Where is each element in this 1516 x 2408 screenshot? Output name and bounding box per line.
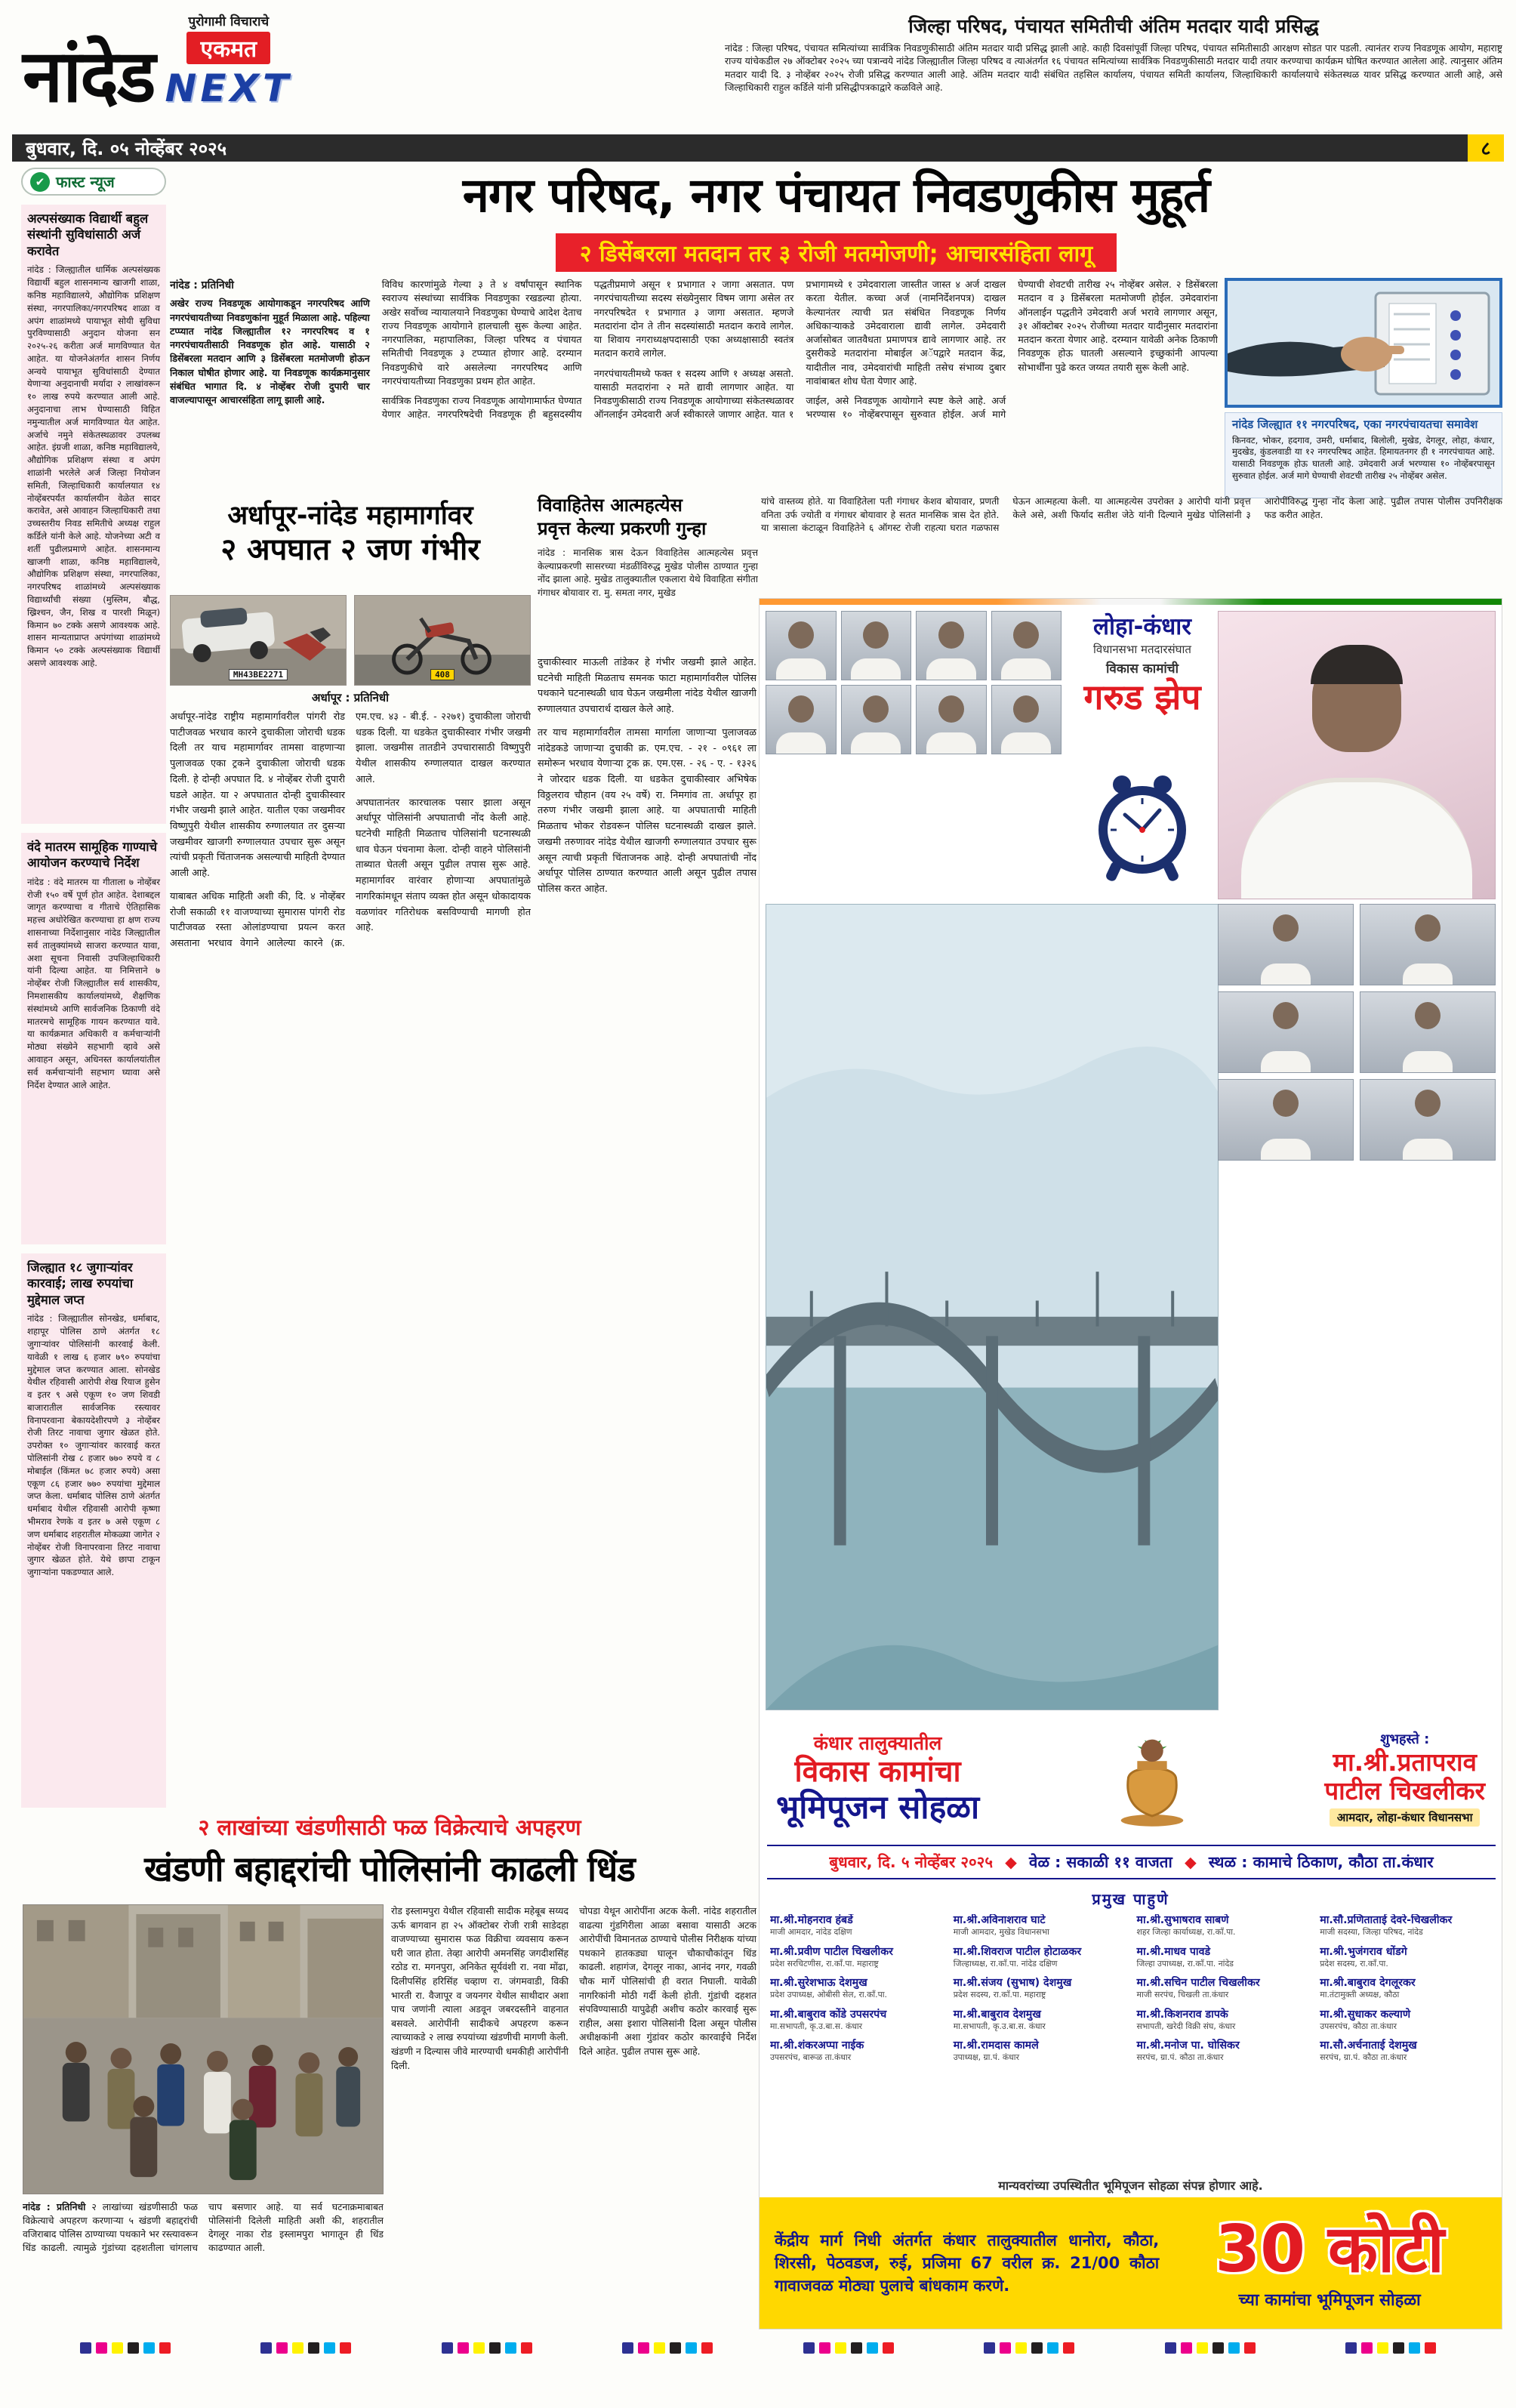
registration-mark-group: [1345, 2342, 1436, 2354]
extortion-para: रोड इस्लामपुरा येथील रहिवासी सादीक महेबूब सय्यद ऊर्फ बागवान हा २५ ऑक्टोबर रोजी रात्री साडेदहा वाजण्याच्या सुमारास फळ विक्रीचा व्यवसाय करून घरी जात होता. तेव्हा आरोपी अमनसिंह जगदीशसिंह रठोड रा. मगनपुरा, अनिकेत सूर्यवंशी रा. नवा मोंढा, दिलीपसिंह हरिसिंह चव्हाण रा. जंगमवाडी, विकी भारती रा. वैजापूर व जयनगर येथील साथीदार अशा पाच जणांनी त्याला अडवून जबरदस्तीने वाहनात बसवले. आरोपींनी सादीकचे अपहरण करून त्याच्याकडे २ लाख रुपयांच्या खंडणीची मागणी केली. खंडणी न दिल्यास जीवे मारण्याची धमकीही आरोपींनी दिली.: [391, 1905, 568, 2071]
ad-region-sub: विधानसभा मतदारसंघात: [1093, 643, 1191, 657]
political-advertisement: [759, 598, 1502, 2329]
main-article-para: नगरपंचायतीमध्ये फक्त १ सदस्य आणि १ अध्यक्ष असतो. यासाठी मतदारांना २ मते द्यावी लागणार आहेत. या निवडणुकीसाठी राज्य निवडणूक आयोगाच्या संकेतस्थळावर ऑनलाईन उमेदवारी अर्ज स्वीकारले जाणार आहेत. यात १ प्रभागामध्ये १ उमेदवाराला जास्तीत जास्त ४ अर्ज दाखल करता येतील. कच्चा अर्ज (नामनिर्देशनपत्र) दाखल केल्यानंतर त्याची प्रत संबंधित निवडणूक निर्णय अधिकाऱ्याकडे उमेदवाराला द्यावी लागेल. उमेदवारी अर्जासोबत जातवैधता प्रमाणपत्र द्यावे लागणार आहे. तर दुसरीकडे मतदारांना मोबाईल अॅपद्वारे मतदान केंद्र, यादीतील नाव, उमेदवारांची माहिती तसेच संभाव्य दुबार नावांबाबत शोध घेता येणार आहे.: [593, 279, 1006, 421]
politician-headshot-photo: [1360, 991, 1496, 1073]
main-article-para: सार्वत्रिक निवडणुका राज्य निवडणूक आयोगामार्फत घेण्यात येणार आहेत. नगरपरिषदेची निवडणूक ही बहुसदस्यीय पद्धतीप्रमाणे असून १ प्रभागात २ जागा असतात. पण नगरपंचायतीच्या सदस्य संख्येनुसार विषम जागा असेल तर नगरपरिषदेत १ प्रभागात ३ जागा असतात. म्हणजे मतदारांना दोन ते तीन सदस्यांसाठी मतदान करावे लागेल. या शिवाय नगराध्यक्षपदासाठी एका अध्यक्षासाठी स्वतंत्र मतदान करावे लागेल.: [381, 279, 794, 421]
registration-mark-group: [803, 2342, 894, 2354]
accident-para: तर याच महामार्गावरील तामसा मार्गाला जाणाऱ्या पुलाजवळ नांदेडकडे जाणाऱ्या दुचाकी क्र. एम.एच. - २१ - ०९६१ ला समोरून भरधाव येणाऱ्या ट्रक क्र. एम.एस. - २६ - ए. - १३२६ ने जोरदार धडक दिली. या धडकेत दुचाकीस्वार अभिषेक विठ्ठलराव चौहान (वय २५ वर्षे) रा. निमगांव ता. अर्धापूर हा तरुण गंभीर जखमी झाला आहे. या अपघाताची माहिती मिळताच भोकर रोडवरून पोलिस घटनास्थळी दाखल झाले. जखमी तरुणावर नांदेड येथील खाजगी रुग्णालयात उपचार सुरू असून त्याची प्रकृती चिंताजनक आहे. दोन्ही अपघातांची नोंद अर्धापूर पोलिस ठाण्यात करण्यात आली असून पुढील तपास पोलिस करत आहेत.: [538, 726, 756, 896]
tricolor-ribbon: [760, 599, 1502, 605]
voter-list-article: [725, 15, 1502, 128]
guest-entry: मा.श्री.बाबुराव देशमुख मा.सभापती, कृ.उ.बा.स. कंधार: [953, 2008, 1046, 2031]
masthead: [23, 12, 430, 129]
edition-date: बुधवार, दि. ०५ नोव्हेंबर २०२५: [26, 137, 227, 159]
guest-entry: मा.सौ.प्रणिताताई देवरे-चिखलीकर माजी सदस्या, जिल्हा परिषद, नांदेड: [1320, 1914, 1453, 1938]
registration-mark-group: [80, 2342, 171, 2354]
extortion-para: चोपडा येथून आरोपींना अटक केली. नांदेड शहरातील वाढत्या गुंडगिरीला आळा बसावा यासाठी अटक आरोपींची विमानतळ ठाण्याचे पोलीस निरीक्षक यांच्या पथकाने हातकड्या घालून चौकाचौकांतून धिंड काढली. शहागंज, देगलूर नाका, आनंद नगर, गवळी चौक मार्गे पोलिसांची ही वरात निघाली. यावेळी नागरिकांनी मोठी गर्दी केली होती. गुंडांची दहशत संपविण्यासाठी यापुढेही अशीच कठोर कारवाई सुरू राहील, असा इशारा पोलिसांनी दिला असून पोलीस अधीक्षकांनी अशा गुंडांवर कठोर कारवाईचे निर्देश दिले आहेत. पुढील तपास सुरू आहे.: [579, 1905, 756, 2058]
guest-entry: मा.श्री.संजय (सुभाष) देशमुख प्रदेश सदस्य, रा.काँ.पा. महाराष्ट्र: [953, 1977, 1072, 2000]
host-title: आमदार, लोहा-कंधार विधानसभा: [1330, 1808, 1481, 1827]
cost-amount-suffix: च्या कामांचा भूमिपूजन सोहळा: [1238, 2291, 1421, 2310]
check-icon: ✔: [30, 172, 50, 192]
accident-photo-bike: [354, 595, 531, 686]
leaders-photo-grid: [766, 611, 1062, 754]
politician-headshot-photo: [1360, 1079, 1496, 1161]
fast-news-article-3-heading: जिल्ह्यात १८ जुगाऱ्यांवर कारवाई; लाख रुपयांचा मुद्देमाल जप्त: [27, 1260, 134, 1307]
fast-news-article-2-heading: वंदे मातरम सामूहिक गाण्याचे आयोजन करण्याचे निर्देश: [27, 840, 158, 871]
guest-entry: मा.श्री.बाबुराव देगलूरकर मा.तंटामुक्ती अध्यक्ष, कौठा: [1320, 1977, 1416, 2000]
accident-para: याबाबत अधिक माहिती अशी की, दि. ४ नोव्हेंबर रोजी सकाळी ११ वाजण्याच्या सुमारास पांगरी रोड पाटीजवळ रस्ता ओलांडण्याचा प्रयत्न करत असताना भरधाव वेगाने आलेल्या कारने (क्र. एम.एच. ४३ - बी.ई. - २२७१) दुचाकीला जोराची धडक दिली. या धडकेत दुचाकीस्वार गंभीर जखमी झाला. जखमीस तातडीने उपचारासाठी विष्णुपुरी येथील शासकीय रुग्णालयात दाखल करण्यात आले.: [170, 711, 531, 950]
event-venue: स्थळ : कामाचे ठिकाण, कौठा ता.कंधार: [1208, 1853, 1434, 1871]
extortion-headline: खंडणी बहाद्दरांची पोलिसांनी काढली धिंड: [144, 1848, 635, 1889]
cost-amount-block: [1172, 2212, 1487, 2311]
main-photo-caption-body: किनवट, भोकर, हदगाव, उमरी, धर्माबाद, बिलोली, मुखेड, देगलूर, लोहा, कंधार, मुदखेड, कुंडलवाडी या १२ नगरपरिषद आहेत. हिमायतनगर ही १ नगरपंचायत आहे. यासाठी निवडणूक होऊ घातली आहे. उमेदवारी अर्ज भरण्यास १० नोव्हेंबरपासून सुरुवात होईल. अर्ज मागे घेण्याची शेवटची तारीख २५ नोव्हेंबर असेल.: [1232, 434, 1495, 481]
voter-list-headline: जिल्हा परिषद, पंचायत समितीची अंतिम मतदार यादी प्रसिद्ध: [908, 15, 1319, 37]
extortion-article-start: [23, 2200, 384, 2329]
main-article-para: जाईल, असे निवडणूक आयोगाने स्पष्ट केले आहे. अर्ज भरण्यास १० नोव्हेंबरपासून सुरुवात होईल. अर्ज मागे घेण्याची शेवटची तारीख २५ नोव्हेंबर असेल. २ डिसेंबरला मतदान व ३ डिसेंबरला मतमोजणी होईल. उमेदवारांना ऑनलाईन पद्धतीने उमेदवारी अर्ज भरावे लागणार असून, ३१ ऑक्टोबर २०२५ रोजीच्या मतदार यादीनुसार मतदारांना मतदान करता येणार आहे. दरम्यान यावेळी अनेक ठिकाणी निवडणूक होऊ घातली असल्याने इच्छुकांनी आपल्या सोभार्थींना पुढे करत जय्यत तयारी सुरू केली आहे.: [806, 279, 1218, 421]
ad-title-block: [1065, 613, 1220, 718]
guest-column: [1320, 1914, 1493, 2175]
license-plate: 408: [430, 669, 454, 680]
masthead-tagline: पुरोगामी विचाराचे: [188, 14, 270, 29]
cost-amount: 30 कोटी: [1215, 2212, 1444, 2287]
guest-entry: मा.श्री.प्रवीण पाटील चिखलीकर प्रदेश सरचिटणीस, रा.काँ.पा. महाराष्ट्र: [770, 1945, 893, 1969]
main-article-lead: अखेर राज्य निवडणूक आयोगाकडून नगरपरिषद आणि नगरपंचायतीच्या निवडणुकांना मुहूर्त मिळाला आहे. पहिल्या टप्प्यात नांदेड जिल्ह्यातील १२ नगरपरिषद व १ नगरपंचायतीसाठी निवडणूक होत आहे. यासाठी २ डिसेंबरला मतदान आणि ३ डिसेंबरला मतमोजणी होऊन निकाल घोषीत होणार आहे. या निवडणूक कार्यक्रमानुसार संबंधित भागात दि. ४ नोव्हेंबर रोजी दुपारी चार वाजल्यापासून आचारसंहिता लागू झाली आहे.: [170, 298, 370, 406]
guest-entry: मा.श्री.माधव पावडे जिल्हा उपाध्यक्ष, रा.काँ.पा. नांदेड: [1136, 1945, 1234, 1969]
guest-entry: मा.श्री.सुभाषराव साबणे शहर जिल्हा कार्याध्यक्ष, रा.काँ.पा.: [1136, 1914, 1236, 1938]
date-bar: [12, 134, 1504, 162]
police-parade-photo: [23, 1904, 384, 2194]
guest-column: [1137, 1914, 1310, 2175]
host-name-line2: पाटील चिखलीकर: [1324, 1775, 1485, 1805]
voter-list-body: नांदेड : जिल्हा परिषद, पंचायत समित्यांच्या सार्वत्रिक निवडणुकीसाठी अंतिम मतदार यादी प्रसिद्ध झाली आहे. काही दिवसांपूर्वी जिल्हा परिषद, पंचायत समितीसाठी आरक्षण सोडत पार पडली. त्यानंतर राज्य निवडणूक आयोग, महाराष्ट्र राज्य यांचेकडील २७ ऑक्टोबर २०२५ च्या पत्रान्वये नांदेड जिल्ह्यातील जिल्हा परिषद व त्याअंतर्गत १६ पंचायत समित्यांच्या सार्वत्रिक निवडणुकीसाठी मतदार यादी तयार करण्याचा कार्यक्रम घोषित करण्यात आलेला आहे. त्यानुसार अंतिम मतदार यादी दि. ३ नोव्हेंबर २०२५ रोजी प्रसिद्ध करण्यात आली आहे. अंतिम मतदार यादी संबंधित तहसिल कार्यालय, पंचायत समिती कार्यालय, जिल्हाधिकारी कार्यालयाचे संकेतस्थळ यावर प्रसिद्ध करण्यात आली आहे, असे जिल्हाधिकारी राहुल कर्डिले यांनी प्रसिद्धीपत्रकाद्वारे कळविले आहे.: [725, 42, 1502, 94]
registration-mark-group: [442, 2342, 532, 2354]
host-label: शुभहस्ते :: [1380, 1731, 1430, 1747]
accident-para: दुचाकीस्वार माऊली तांडेकर हे गंभीर जखमी झाले आहेत. घटनेची माहिती मिळताच समनक फाटा महामार्गावरील पोलिस पथकाने घटनास्थळी धाव घेऊन जखमीला नांदेड येथील खाजगी रुग्णालयात उपचारार्थ दाखल केले आहे.: [538, 657, 756, 716]
politician-headshot-photo: [841, 611, 912, 680]
fast-news-title: फास्ट न्यूज: [56, 173, 115, 191]
evm-voting-photo: [1225, 278, 1502, 408]
main-subhead-wrap: [170, 233, 1502, 272]
extortion-kicker: २ लाखांच्या खंडणीसाठी फळ विक्रेत्याचे अपहरण: [198, 1814, 581, 1840]
politician-headshot-photo: [1218, 991, 1354, 1073]
masthead-next-logo: NEXT: [165, 66, 293, 110]
extortion-byline: नांदेड : प्रतिनिधी: [23, 2201, 86, 2212]
guest-entry: मा.श्री.मनोज पा. घोसिकर सरपंच, ग्रा.पं. कौठा ता.कंधार: [1136, 2040, 1240, 2063]
newspaper-title: नांदेड: [23, 34, 155, 119]
ad-works-label: विकास कामांची: [1106, 661, 1179, 677]
main-photo-caption: [1225, 412, 1502, 498]
accident-article-continuation: [538, 655, 756, 1802]
registration-mark-group: [622, 2342, 713, 2354]
main-headline: नगर परिषद, नगर पंचायत निवडणुकीस मुहूर्त: [462, 168, 1210, 223]
event-line2: विकास कामांचा: [794, 1754, 961, 1789]
suicide-headline-line1: विवाहितेस आत्महत्येस: [538, 495, 683, 516]
suicide-headline-line2: प्रवृत्त केल्या प्रकरणी गुन्हा: [538, 518, 707, 540]
accident-article-body: [170, 710, 531, 1802]
politician-headshot-photo: [1360, 904, 1496, 985]
politician-headshot-photo: [991, 685, 1062, 754]
guest-entry: मा.श्री.अविनाशराव घाटे माजी आमदार, मुखेड विधानसभा: [953, 1914, 1049, 1938]
host-name-line1: मा.श्री.प्रतापराव: [1333, 1747, 1477, 1777]
accident-para: अपघातानंतर कारचालक पसार झाला असून अर्धापूर पोलिसांनी अपघाताची नोंद केली आहे. घटनेची माहिती मिळताच पोलिसांनी घटनास्थळी धाव घेऊन पंचनामा केला. दोन्ही वाहने पोलिसांनी ताब्यात घेतली असून पुढील तपास सुरू आहे. महामार्गावर वारंवार होणाऱ्या अपघातांमुळे नागरिकांमधून संताप व्यक्त होत असून धोकादायक वळणांवर गतिरोधक बसविण्याची मागणी होत आहे.: [356, 797, 531, 934]
main-article-body: [170, 278, 1218, 498]
ad-slogan: गरुड झेप: [1083, 677, 1201, 718]
pawar-silhouette-hair: [1311, 645, 1403, 684]
guest-entry: मा.श्री.मोहनराव हंबर्डे माजी आमदार, नांदेड दक्षिण: [770, 1914, 853, 1938]
fast-news-header: [21, 168, 166, 196]
extortion-article-body: [391, 1904, 756, 2329]
guest-column: [770, 1914, 943, 2175]
guest-entry: मा.श्री.सुरेशभाऊ देशमुख प्रदेश उपाध्यक्ष, ओबीसी सेल, रा.काँ.पा.: [770, 1977, 887, 2000]
guest-entry: मा.श्री.शिवराज पाटील होटाळकर जिल्हाध्यक्ष, रा.काँ.पा. नांदेड दक्षिण: [953, 1945, 1082, 1969]
accident-headline-line2: २ अपघात २ जण गंभीर: [220, 532, 480, 567]
guest-entry: मा.श्री.बाबुराव कोंडे उपसरपंच मा.सभापती, कृ.उ.बा.स. कंधार: [770, 2008, 887, 2031]
main-article-para: विविध कारणांमुळे गेल्या ३ ते ४ वर्षांपासून स्थानिक स्वराज्य संस्थांच्या सार्वत्रिक निवडणुका रखडल्या होत्या. अखेर सर्वोच्च न्यायालयाने निवडणुका घेण्याचे आदेश देताच राज्य निवडणूक आयोगाने हालचाली सुरू केल्या आहेत. नगरपालिका, महापालिका, जिल्हा परिषद व पंचायत समितीची निवडणूक ३ टप्प्यात होणार आहे. दरम्यान निवडणुकीचे वारे असलेल्या नगरपरिषद आणि नगरपंचायतीच्या निवडणुका प्रथम होत आहेत.: [381, 279, 582, 387]
main-article-byline: नांदेड : प्रतिनिधी: [170, 279, 234, 291]
main-subhead: २ डिसेंबरला मतदान तर ३ रोजी मतमोजणी; आचारसंहिता लागू: [556, 233, 1117, 272]
politician-headshot-photo: [841, 685, 912, 754]
separator-icon: ◆: [1005, 1853, 1017, 1871]
pawar-silhouette-body: [1241, 778, 1472, 899]
extortion-underphoto-text: २ लाखांच्या खंडणीसाठी फळ विक्रेत्याचे अपहरण करणाऱ्या ५ खंडणी बहाद्दरांची वजिराबाद पोलिस ठाण्याच्या पथकाने भर रस्त्यावरून धिंड काढली. त्यामुळे गुंडांच्या दहशतीला चांगलाच चाप बसणार आहे. या सर्व घटनाक्रमाबाबत पोलिसांनी दिलेली माहिती अशी की, शहरातील देगलूर नाका रोड इस्लामपुरा भागातून ही धिंड काढण्यात आली.: [23, 2201, 384, 2253]
ajit-pawar-photo: [1218, 611, 1496, 899]
politician-headshot-photo: [766, 685, 837, 754]
bhoomipujan-event-block: [760, 1718, 1502, 1839]
guest-entry: मा.श्री.किशनराव डापके सभापती, खरेदी विक्री संघ, कंधार: [1136, 2008, 1236, 2031]
fast-news-column: [21, 168, 166, 1808]
registration-mark-group: [1165, 2342, 1256, 2354]
presence-note: मान्यवरांच्या उपस्थितीत भूमिपूजन सोहळा संपन्न होणार आहे.: [998, 2178, 1263, 2193]
guest-entry: मा.श्री.शंकरअप्पा नाईक उपसरपंच, बारूळ ता.कंधार: [770, 2040, 864, 2063]
accident-photos: [170, 595, 531, 686]
registration-marks: [0, 2342, 1516, 2354]
supporters-photo-grid: [1218, 904, 1496, 1161]
politician-headshot-photo: [916, 685, 987, 754]
masthead-ekmat-badge: एकमत: [186, 32, 270, 64]
fast-news-article-1-heading: अल्पसंख्याक विद्यार्थी बहुल संस्थांनी सुविधांसाठी अर्ज करावेत: [27, 211, 149, 258]
fast-news-article-1: [21, 205, 166, 824]
ncp-clock-symbol-icon: [1093, 769, 1191, 884]
fast-news-article-3-body: नांदेड : जिल्ह्यातील सोनखेड, धर्माबाद, शहापूर पोलिस ठाणे अंतर्गत १८ जुगाऱ्यांवर पोलिसांनी कारवाई केली. यावेळी १ लाख ६ हजार ७९० रुपयांचा मुद्देमाल जप्त करण्यात आला. सोनखेड येथील रहिवासी आरोपी शेख रियाज हुसेन व इतर ९ असे एकूण १० जण शिवडी बाजारातील सार्वजनिक रस्त्यावर विनापरवाना बेकायदेशीरपणे ३ नोव्हेंबर रोजी तिरट नावाचा जुगार खेळत होते. उपरोक्त १० जुगाऱ्यांवर कारवाई करत पोलिसांनी रोख ८ हजार ७७० रुपये व ८ मोबाईल (किंमत ७८ हजार रुपये) असा एकूण ८६ हजार ७७० रुपयांचा मुद्देमाल जप्त केला. धर्माबाद पोलिस ठाणे अंतर्गत धर्माबाद येथील रहिवासी आरोपी कृष्णा भीमराव रेणके व इतर ७ असे एकूण ८ जण धर्माबाद शहरातील मोकळ्या जागेत २ नोव्हेंबर रोजी विनापरवाना तिरट नावाचा जुगार खेळत होते. येथे छापा टाकून जुगाऱ्यांना पकडण्यात आले.: [27, 1313, 160, 1578]
guest-entry: मा.श्री.रामदास कामले उपाध्यक्ष, ग्रा.पं. कंधार: [953, 2040, 1039, 2063]
guest-entry: मा.श्री.भुजंगराव धोंडगे प्रदेश सदस्य, रा.काँ.पा.: [1320, 1945, 1407, 1969]
politician-headshot-photo: [766, 611, 837, 680]
event-time: वेळ : सकाळी ११ वाजता: [1029, 1853, 1172, 1871]
fast-news-article-2: [21, 833, 166, 1244]
politician-headshot-photo: [1218, 1079, 1354, 1161]
politician-headshot-photo: [916, 611, 987, 680]
guest-entry: मा.श्री.सुधाकर कल्याणे उपसरपंच, कौठा ता.कंधार: [1320, 2008, 1411, 2031]
accident-para: अर्धापूर-नांदेड राष्ट्रीय महामार्गावरील पांगरी रोड पाटीजवळ भरधाव कारने दुचाकीला जोराची धडक दिली तर याच महामार्गावर तामसा वाहणाऱ्या पुलाजवळ एका ट्रकने दुचाकीला जोराची धडक दिली. हे दोन्ही अपघात दि. ४ नोव्हेंबर रोजी दुपारी घडले आहेत. या २ अपघातात दोन्ही दुचाकीस्वार गंभीर जखमी झाले आहेत. यातील एका जखमीवर विष्णुपुरी येथील शासकीय रुग्णालयात तर दुसऱ्या जखमीवर खाजगी रुग्णालयात उपचार सुरू असून त्यांची प्रकृती चिंताजनक असल्याची माहिती देण्यात आली आहे.: [170, 711, 345, 880]
event-line1: कंधार तालुक्यातील: [813, 1731, 942, 1754]
fast-news-article-1-body: नांदेड : जिल्ह्यातील धार्मिक अल्पसंख्यक विद्यार्थी बहुल शासनमान्य खाजगी शाळा, कनिष्ठ महाविद्यालये, औद्योगिक प्रशिक्षण संस्था, नगरपालिका/नगरपरिषद शाळा व अपंग शाळांमध्ये पायाभूत सोयी सुविधा पुरविण्यासाठी अनुदान योजना सन २०२५-२६ करीता अर्ज मागविण्यात येत आहेत. या योजनेअंतर्गत शासन निर्णय अन्वये पायाभूत सुविधांसाठी देण्यात येणाऱ्या अनुदानाची मर्यादा २ लाखांवरून १० लाख रुपये करण्यात आली आहे. अनुदानाचा लाभ घेण्यासाठी विहित नमुन्यातील अर्ज मागविण्यात येत आहेत. अर्जाचे नमुने संकेतस्थळावर उपलब्ध आहेत. इंग्रजी शाळा, कनिष्ठ महाविद्यालये, औद्योगिक प्रशिक्षण संस्था व अपंग शाळांनी भरलेले अर्ज जिल्हा नियोजन समिती, जिल्हाधिकारी कार्यालयात १४ नोव्हेंबरपर्यंत कार्यालयीन वेळेत सादर करावेत, असे आवाहन जिल्हाधिकारी तथा उच्चस्तरीय निवड समितीचे अध्यक्ष राहुल कर्डिले यांनी केले आहे. योजनेच्या अटी व शर्ती पुढीलप्रमाणे आहेत. शासनमान्य खाजगी शाळा, कनिष्ठ महाविद्यालये, औद्योगिक प्रशिक्षण संस्था, नगरपालिका, नगरपरिषद शाळांमध्ये अल्पसंख्याक विद्यार्थ्यांची संख्या (मुस्लिम, बौद्ध, ख्रिश्चन, जैन, शिख व पारशी मिळून) किमान ७० टक्के असणे आवश्यक आहे. शासन मान्यताप्राप्त अपंगांच्या शाळांमध्ये किमान ५० टक्के अल्पसंख्याक विद्यार्थी असणे आवश्यक आहे.: [27, 264, 160, 669]
suicide-case-headline: [538, 494, 758, 541]
event-line3: भूमिपूजन सोहळा: [776, 1788, 980, 1827]
license-plate: MH43BE2271: [229, 669, 288, 680]
guest-column: [954, 1914, 1126, 2175]
bridge-construction-photo: [766, 904, 1219, 1710]
ad-region: लोहा-कंधार: [1093, 613, 1191, 640]
separator-icon: ◆: [1184, 1853, 1197, 1871]
guests-title: प्रमुख पाहुणे: [1092, 1890, 1169, 1908]
accident-byline: अर्धापूर : प्रतिनिधी: [312, 691, 389, 705]
event-host: [1324, 1730, 1485, 1827]
suicide-case-body: नांदेड : मानसिक त्रास देऊन विवाहितेस आत्महत्येस प्रवृत्त केल्याप्रकरणी सासरच्या मंडळींविरुद्ध मुखेड पोलीस ठाण्यात गुन्हा नोंद झाला आहे. मुखेड तालुक्यातील एकलारा येथे विवाहिता संगीता गंगाधर बोयावार रा. मु. समता नगर, मुखेड: [538, 547, 758, 599]
ad-guests: [770, 1914, 1493, 2175]
guest-entry: मा.सौ.अर्चनाताई देशमुख सरपंच, ग्रा.पं. कौठा ता.कंधार: [1320, 2040, 1417, 2063]
page-number-badge: ८: [1468, 134, 1504, 162]
event-schedule: [767, 1845, 1496, 1879]
registration-mark-group: [260, 2342, 351, 2354]
main-photo-caption-title: नांदेड जिल्ह्यात ११ नगरपरिषद, एका नगरपंचायतचा समावेश: [1232, 418, 1478, 431]
politician-headshot-photo: [1218, 904, 1354, 985]
accident-photo-car: [170, 595, 347, 686]
evm-voting-illustration: [1228, 281, 1499, 405]
event-date: बुधवार, दि. ५ नोव्हेंबर २०२५: [829, 1853, 993, 1871]
politician-headshot-photo: [991, 611, 1062, 680]
cost-banner: [760, 2197, 1502, 2329]
registration-mark-group: [984, 2342, 1074, 2354]
accident-headline-line1: अर्धापूर-नांदेड महामार्गावर: [227, 501, 473, 531]
suicide-case-continuation: यांचे वास्तव्य होते. या विवाहितेला पती गंगाधर केशव बोयावार, प्रणती वनिता उर्फ ज्योती व गंगाधर बोयावार हे सतत मानसिक त्रास देत होते. या त्रासाला कंटाळून विवाहितेने ६ ऑगस्ट रोजी राहत्या घरात गळफास घेऊन आत्महत्या केली. या आत्महत्येस उपरोक्त ३ आरोपी यांनी प्रवृत्त केले असे, अशी फिर्याद सतीश जेठे यांनी दिल्याने मुखेड पोलिसांनी ३ आरोपींविरुद्ध गुन्हा नोंद केला आहे. पुढील तपास पोलीस उपनिरीक्षक फड करीत आहेत.: [761, 496, 1502, 534]
event-title: [776, 1730, 979, 1827]
cost-banner-description: केंद्रीय मार्ग निधी अंतर्गत कंधार तालुक्यातील धानोरा, कौठा, शिरसी, पेठवडज, रुई, प्रजिमा 67 वरील क्र. 21/00 कौठा गावाजवळ मोठ्या पुलाचे बांधकाम करणे.: [775, 2231, 1160, 2295]
fast-news-article-3: [21, 1253, 166, 1808]
bhoomipujan-kalash-icon: [1108, 1725, 1197, 1831]
guest-entry: मा.श्री.सचिन पाटील चिखलीकर माजी सरपंच, चिखली ता.कंधार: [1136, 1977, 1260, 2000]
fast-news-article-2-body: नांदेड : वंदे मातरम या गीताला ७ नोव्हेंबर रोजी १५० वर्षे पूर्ण होत आहेत. देशाबद्दल जागृत करण्याचा व गीताचे ऐतिहासिक महत्त्व अधोरेखित करण्याचा हा क्षण राज्य शासनाच्या निर्देशानुसार नांदेड जिल्ह्यातील सर्व तालुक्यांमध्ये साजरा करण्यात यावा, अशा सूचना निवासी उपजिल्हाधिकारी यांनी दिल्या आहेत. या निमित्ताने ७ नोव्हेंबर रोजी जिल्ह्यातील सर्व शासकीय, निमशासकीय कार्यालयांमध्ये, शैक्षणिक संस्थांमध्ये आणि सार्वजनिक ठिकाणी वंदे मातरमचे सामूहिक गायन करण्यात यावे. या कार्यक्रमात अधिकारी व कर्मचाऱ्यांनी मोठ्या संख्येने सहभागी व्हावे असे आवाहन असून, अधिनस्त कार्यालयांतील सर्व कर्मचाऱ्यांनी सहभाग घ्यावा असे निर्देश देण्यात आले आहेत.: [27, 876, 160, 1090]
accident-headline: [170, 500, 531, 568]
